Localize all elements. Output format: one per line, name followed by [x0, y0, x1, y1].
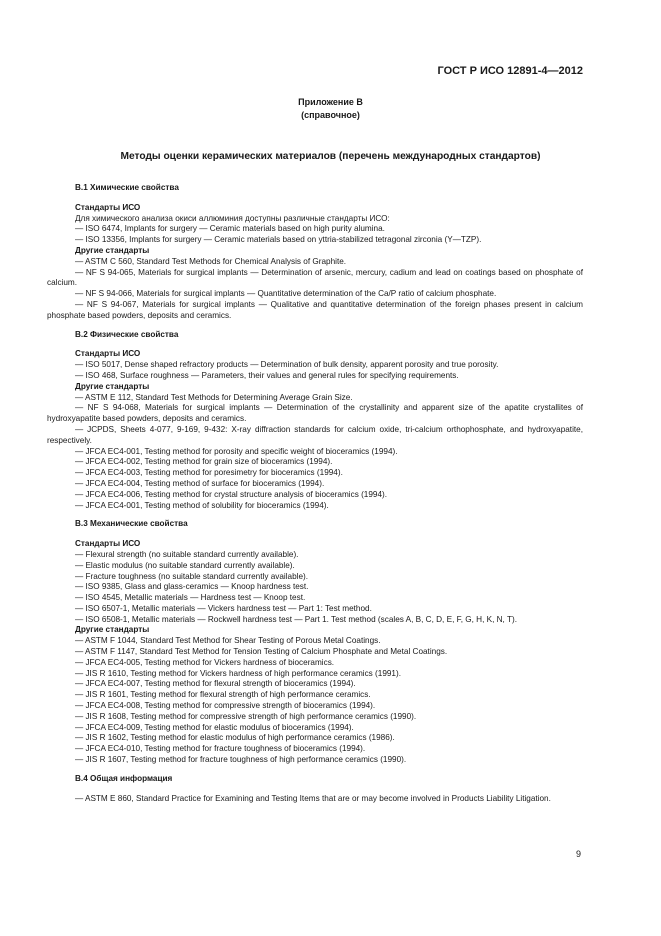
list-item: — Fracture toughness (no suitable standard currently available).: [75, 571, 309, 581]
appendix-heading: [0, 96, 661, 122]
list-item: — ASTM F 1147, Standard Test Method for Tension Testing of Calcium Phosphate and Metal Coatings.: [75, 647, 448, 657]
list-item: — ISO 5017, Dense shaped refractory products — Determination of bulk density, apparent porosity and true porosity.: [75, 360, 499, 370]
list-item: — ISO 468, Surface roughness — Parameters, their values and general rules for specifying requirements.: [75, 370, 459, 380]
list-item: — JIS R 1610, Testing method for Vickers hardness of high performance ceramics (1991).: [75, 668, 401, 678]
list-item: — NF S 94-067, Materials for surgical implants — Qualitative and quantitative determination of the foreign phases present in calcium phosphate based powders, deposits and ceramics.: [47, 299, 583, 320]
list-item: — JFCA EC4-005, Testing method for Vickers hardness of bioceramics.: [75, 657, 335, 667]
list-item: — JIS R 1601, Testing method for flexural strength of high performance ceramics.: [75, 690, 371, 700]
standard-header: ГОСТ Р ИСО 12891-4—2012: [437, 65, 583, 77]
list-item: — JFCA EC4-009, Testing method for elastic modulus of bioceramics (1994).: [75, 722, 354, 732]
appendix-kind: (справочное): [301, 110, 360, 120]
subsection-heading: Стандарты ИСО: [75, 349, 141, 359]
list-item: — ISO 4545, Metallic materials — Hardness test — Knoop test.: [75, 593, 306, 603]
list-item: — JFCA EC4-008, Testing method for compressive strength of bioceramics (1994).: [75, 701, 376, 711]
list-item: — ASTM F 1044, Standard Test Method for Shear Testing of Porous Metal Coatings.: [75, 636, 381, 646]
list-item: — JIS R 1608, Testing method for compressive strength of high performance ceramics (1990).: [75, 711, 417, 721]
section: [47, 330, 583, 512]
list-item: — JFCA EC4-003, Testing method for poresimetry for bioceramics (1994).: [75, 468, 343, 478]
list-item: — NF S 94-068, Materials for surgical implants — Determination of the crystallinity and apparent size of the apatite crystallites of hydroxyapatite based powders, deposits and ceramics.: [47, 403, 583, 424]
list-item: — JFCA EC4-002, Testing method for grain size of bioceramics (1994).: [75, 457, 333, 467]
section: [47, 519, 583, 766]
section-heading: В.1 Химические свойства: [75, 183, 179, 192]
page-number: 9: [575, 849, 581, 859]
list-item: — JFCA EC4-004, Testing method of surface for bioceramics (1994).: [75, 478, 325, 488]
list-item: — ISO 6508-1, Metallic materials — Rockwell hardness test — Part 1. Test method (scales A, B, C, D, E, F, G, H, K, N, T).: [75, 614, 517, 624]
appendix-label: Приложение В: [298, 97, 363, 107]
document-body: [47, 180, 583, 812]
list-item: — JFCA EC4-007, Testing method for flexural strength of bioceramics (1994).: [75, 679, 356, 689]
list-item: — JFCA EC4-006, Testing method for crystal structure analysis of bioceramics (1994).: [75, 489, 388, 499]
list-item: — NF S 94-066, Materials for surgical implants — Quantitative determination of the Ca/P ratio of calcium phosphate.: [75, 289, 497, 299]
subsection-heading: Другие стандарты: [75, 625, 150, 635]
list-item: Для химического анализа окиси аллюминия доступны различные стандарты ИСО:: [75, 213, 390, 223]
subsection-heading: Стандарты ИСО: [75, 539, 141, 549]
list-item: — NF S 94-065, Materials for surgical implants — Determination of arsenic, mercury, cadium and lead on coatings based on phosphate of calcium.: [47, 267, 583, 288]
subsection-heading: Стандарты ИСО: [75, 202, 141, 212]
subsection-heading: Другие стандарты: [75, 245, 150, 255]
list-item: — ASTM E 112, Standard Test Methods for Determining Average Grain Size.: [75, 392, 353, 402]
list-item: — ASTM E 860, Standard Practice for Examining and Testing Items that are or may become involved in Products Liability Litigation.: [75, 793, 551, 803]
list-item: — JCPDS, Sheets 4-077, 9-169, 9-432: X-ray diffraction standards for calcium oxide, tri-calcium orthophosphate, and hydroxyapatite, respectively.: [47, 424, 583, 445]
list-item: — Flexural strength (no suitable standard currently available).: [75, 549, 299, 559]
list-item: — ISO 9385, Glass and glass-ceramics — Knoop hardness test.: [75, 582, 309, 592]
section: [47, 183, 583, 322]
list-item: — ASTM C 560, Standard Test Methods for Chemical Analysis of Graphite.: [75, 256, 347, 266]
list-item: — ISO 6474, Implants for surgery — Ceramic materials based on high purity alumina.: [75, 224, 385, 234]
list-item: — JFCA EC4-001, Testing method for porosity and specific weight of bioceramics (1994).: [75, 446, 398, 456]
subsection-heading: Другие стандарты: [75, 381, 150, 391]
section-heading: В.2 Физические свойства: [75, 329, 179, 339]
section: [47, 774, 583, 805]
list-item: — JIS R 1607, Testing method for fracture toughness of high performance ceramics (1990).: [75, 755, 407, 765]
list-item: — JFCA EC4-001, Testing method of solubility for bioceramics (1994).: [75, 500, 329, 510]
list-item: — Elastic modulus (no suitable standard currently available).: [75, 560, 295, 570]
list-item: — JIS R 1602, Testing method for elastic modulus of high performance ceramics (1986).: [75, 733, 395, 743]
list-item: — ISO 6507-1, Metallic materials — Vickers hardness test — Part 1: Test method.: [75, 603, 372, 613]
section-heading: В.3 Механические свойства: [75, 519, 188, 529]
section-heading: В.4 Общая информация: [75, 773, 173, 783]
list-item: — JFCA EC4-010, Testing method for fracture toughness of bioceramics (1994).: [75, 744, 366, 754]
list-item: — ISO 13356, Implants for surgery — Ceramic materials based on yttria-stabilized tetragonal zirconia (Y—TZP).: [75, 235, 482, 245]
page-title: Методы оценки керамических материалов (перечень международных стандартов): [120, 151, 541, 162]
